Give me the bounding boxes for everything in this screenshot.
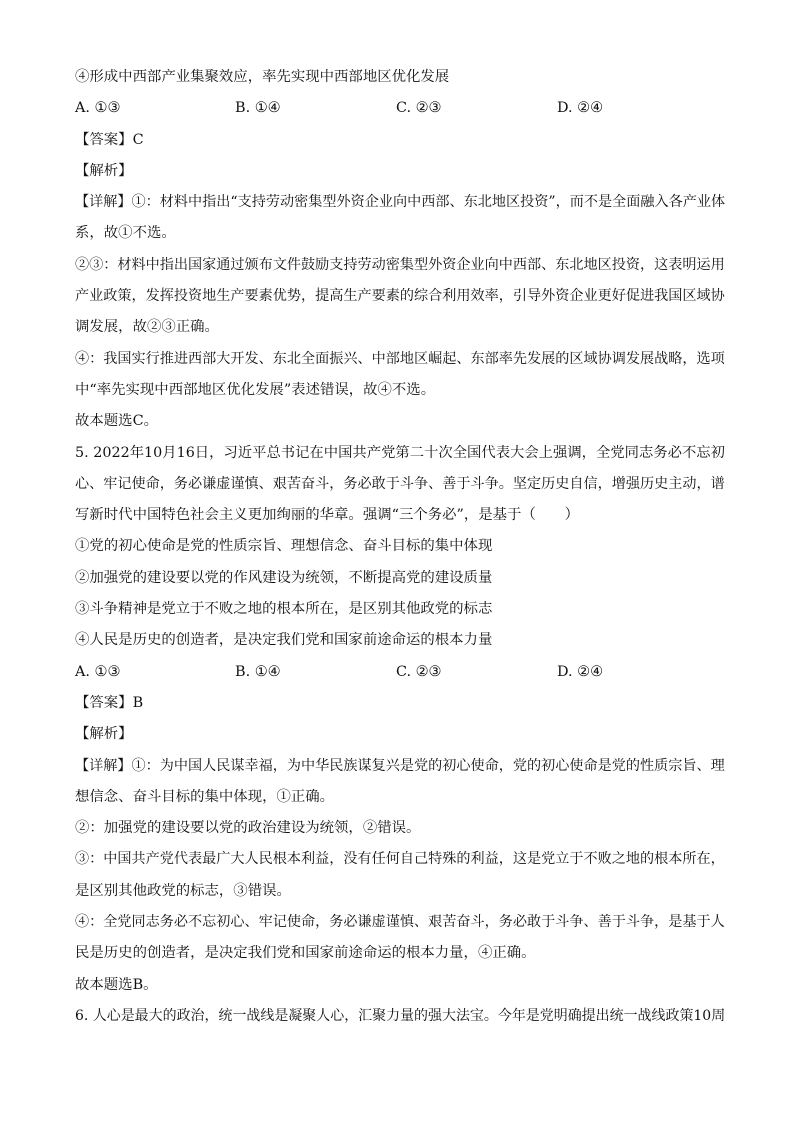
q4-detail-line: 系，故①不选。 xyxy=(75,225,176,242)
q5-item-4: ④人民是历史的创造者，是决定我们党和国家前途命运的根本力量 xyxy=(75,632,493,649)
q4-detail-line: ④：我国实行推进西部大开发、东北全面振兴、中部地区崛起、东部率先发展的区域协调发展战略，选项 xyxy=(75,350,725,367)
q5-option-d: D. ②④ xyxy=(557,663,603,680)
q5-stem-line: 心、牢记使命，务必谦虚谨慎、艰苦奋斗，务必敢于斗争、善于斗争。坚定历史自信，增强历史主动，谱 xyxy=(75,475,725,492)
q5-options xyxy=(75,657,725,688)
q4-option-d: D. ②④ xyxy=(557,100,603,117)
document-page xyxy=(75,62,725,1032)
q6-stem-line: 6. 人心是最大的政治，统一战线是凝聚人心，汇聚力量的强大法宝。今年是党明确提出统一战线政策10周 xyxy=(75,1007,726,1024)
q5-detail-line: ③：中国共产党代表最广大人民根本利益，没有任何自己特殊的利益，这是党立于不败之地的根本所在， xyxy=(75,851,725,868)
q4-detail-line: 调发展，故②③正确。 xyxy=(75,319,219,336)
q4-analysis-title: 【解析】 xyxy=(75,162,133,179)
q4-option-c: C. ②③ xyxy=(396,100,442,117)
q5-detail-line: 想信念、奋斗目标的集中体现，①正确。 xyxy=(75,788,335,805)
q4-detail-line: ②③：材料中指出国家通过颁布文件鼓励支持劳动密集型外资企业向中西部、东北地区投资，这表明运用 xyxy=(75,256,725,273)
q4-item-4: ④形成中西部产业集聚效应，率先实现中西部地区优化发展 xyxy=(75,69,450,85)
q5-option-a: A. ①③ xyxy=(75,663,121,680)
q5-conclusion: 故本题选B。 xyxy=(75,976,158,993)
q4-option-a: A. ①③ xyxy=(75,100,121,117)
q5-stem-line: 写新时代中国特色社会主义更加绚丽的华章。强调“三个务必”，是基于（ ） xyxy=(75,507,579,524)
q5-item-1: ①党的初心使命是党的性质宗旨、理想信念、奋斗目标的集中体现 xyxy=(75,538,493,555)
q4-conclusion: 故本题选C。 xyxy=(75,413,158,430)
q5-detail-line: 【详解】①：为中国人民谋幸福，为中华民族谋复兴是党的初心使命，党的初心使命是党的性质宗旨、理 xyxy=(75,757,725,774)
q5-option-c: C. ②③ xyxy=(396,663,442,680)
q5-detail-line: 是区别其他政党的标志，③错误。 xyxy=(75,882,291,899)
q5-answer: 【答案】B xyxy=(75,694,144,711)
q4-detail-line: 中“率先实现中西部地区优化发展”表述错误，故④不选。 xyxy=(75,381,436,398)
q5-item-2: ②加强党的建设要以党的作风建设为统领，不断提高党的建设质量 xyxy=(75,569,493,586)
q5-option-b: B. ①④ xyxy=(235,663,281,680)
q4-detail-line: 【详解】①：材料中指出“支持劳动密集型外资企业向中西部、东北地区投资”，而不是全面融入各产业体 xyxy=(75,194,726,211)
q5-analysis-title: 【解析】 xyxy=(75,726,133,743)
q5-stem-line: 5. 2022年10月16日，习近平总书记在中国共产党第二十次全国代表大会上强调，全党同志务必不忘初 xyxy=(75,444,725,461)
q4-options xyxy=(75,93,725,124)
q5-detail-line: ④：全党同志务必不忘初心、牢记使命，务必谦虚谨慎、艰苦奋斗，务必敢于斗争、善于斗争，是基于人 xyxy=(75,914,725,931)
q5-detail-line: 民是历史的创造者，是决定我们党和国家前途命运的根本力量，④正确。 xyxy=(75,945,536,962)
q5-item-3: ③斗争精神是党立于不败之地的根本所在，是区别其他政党的标志 xyxy=(75,601,493,618)
q4-option-b: B. ①④ xyxy=(235,100,281,117)
q4-detail-line: 产业政策，发挥投资地生产要素优势，提高生产要素的综合利用效率，引导外资企业更好促进我国区域协 xyxy=(75,288,725,305)
q4-answer: 【答案】C xyxy=(75,131,144,148)
q5-detail-line: ②：加强党的建设要以党的政治建设为统领，②错误。 xyxy=(75,820,421,837)
